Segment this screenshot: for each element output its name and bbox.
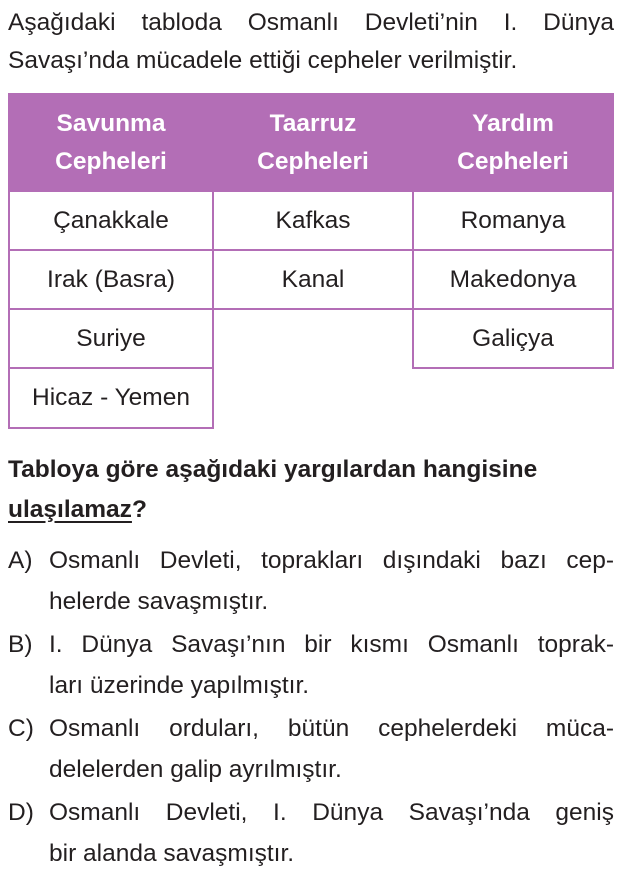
- intro-line-2: Savaşı’nda mücadele ettiği cepheler verilmiştir.: [8, 47, 518, 74]
- option-d-line-1: Osmanlı Devleti, I. Dünya Savaşı’nda geniş: [49, 799, 614, 826]
- header-taarruz-line1: Taarruz: [269, 109, 357, 137]
- header-yardim: [412, 93, 614, 192]
- option-b[interactable]: [8, 624, 614, 706]
- table-cell-yardim-3: Galiçya: [412, 308, 614, 369]
- table-cell-yardim-2: Makedonya: [412, 249, 614, 310]
- table-cell-savunma-3: Suriye: [8, 308, 214, 369]
- option-c-letter: C): [8, 715, 34, 742]
- option-b-line-2: ları üzerinde yapılmıştır.: [49, 672, 310, 699]
- option-b-line-1: I. Dünya Savaşı’nın bir kısmı Osmanlı toprak-: [49, 631, 614, 658]
- option-a-letter: A): [8, 547, 33, 574]
- option-c[interactable]: [8, 708, 614, 790]
- question-stem: [8, 450, 618, 530]
- table-cell-taarruz-2: Kanal: [212, 249, 414, 310]
- table-cell-savunma-1: Çanakkale: [8, 190, 214, 251]
- option-d-letter: D): [8, 799, 34, 826]
- header-yardim-line1: Yardım: [472, 109, 554, 137]
- option-c-line-2: delelerden galip ayrılmıştır.: [49, 756, 342, 783]
- option-a-line-1: Osmanlı Devleti, toprakları dışındaki bazı cep-: [49, 547, 614, 574]
- question-mark: ?: [131, 496, 147, 523]
- option-c-line-1: Osmanlı orduları, bütün cephelerdeki müca-: [49, 715, 614, 742]
- intro-line-1: Aşağıdaki tabloda Osmanlı Devleti’nin I. Dünya: [8, 9, 614, 36]
- option-d[interactable]: [8, 792, 614, 874]
- question-line-2: [8, 490, 618, 530]
- table-cell-savunma-2: Irak (Basra): [8, 249, 214, 310]
- option-b-letter: B): [8, 631, 33, 658]
- intro-text: [8, 4, 614, 80]
- header-taarruz-line2: Cepheleri: [257, 147, 369, 175]
- option-d-line-2: bir alanda savaşmıştır.: [49, 840, 295, 867]
- table-cell-taarruz-1: Kafkas: [212, 190, 414, 251]
- header-savunma-line1: Savunma: [56, 109, 166, 137]
- header-taarruz: [212, 93, 414, 192]
- option-a-line-2: helerde savaşmıştır.: [49, 588, 269, 615]
- header-yardim-line2: Cepheleri: [457, 147, 569, 175]
- header-savunma-line2: Cepheleri: [55, 147, 167, 175]
- table-cell-yardim-1: Romanya: [412, 190, 614, 251]
- question-underlined-word: ulaşılamaz: [8, 496, 132, 523]
- fronts-table: [8, 93, 614, 429]
- header-savunma: [8, 93, 214, 192]
- question-line-1: Tabloya göre aşağıdaki yargılardan hangisine: [8, 456, 538, 483]
- option-a[interactable]: [8, 540, 614, 622]
- table-cell-savunma-4: Hicaz - Yemen: [8, 367, 214, 429]
